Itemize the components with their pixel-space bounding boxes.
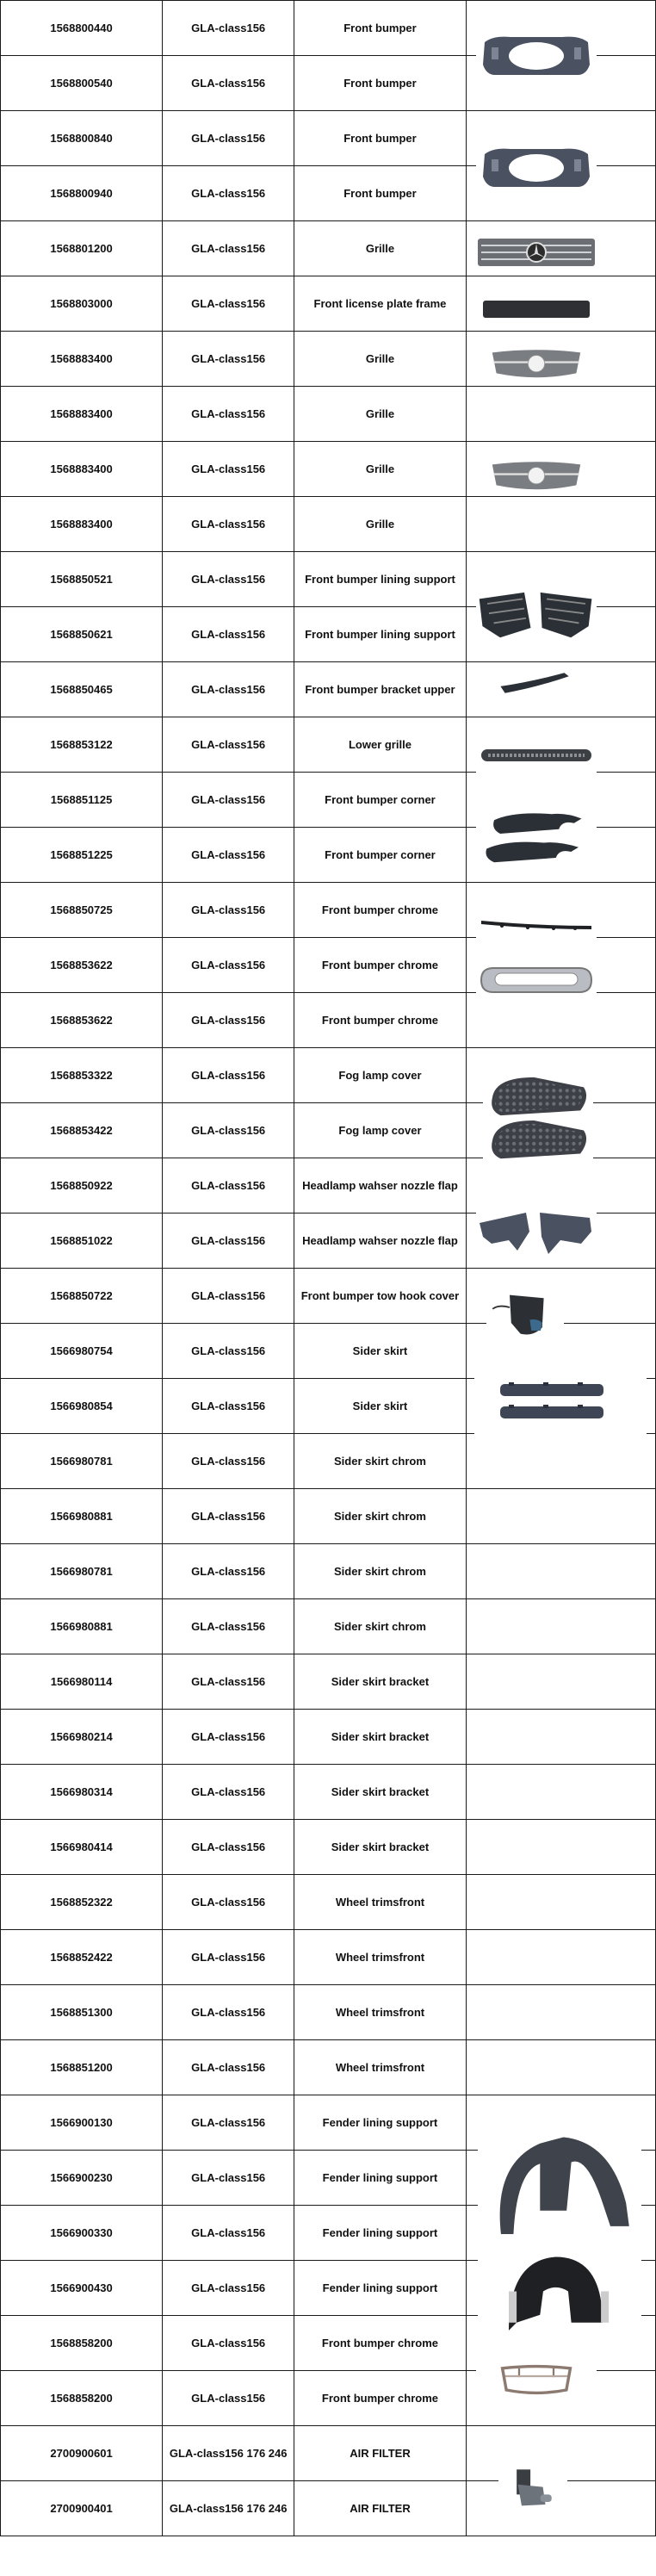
model-cell: GLA-class156 — [163, 1654, 294, 1710]
part-number-cell: 1568850621 — [1, 607, 163, 662]
model-cell: GLA-class156 — [163, 2371, 294, 2426]
image-cell — [466, 2426, 655, 2481]
description-cell: Front bumper bracket upper — [294, 662, 467, 717]
description-cell: Sider skirt chrom — [294, 1434, 467, 1489]
table-row — [1, 662, 656, 717]
part-number-cell: 1566900230 — [1, 2151, 163, 2206]
image-cell — [466, 221, 655, 276]
image-cell — [466, 993, 655, 1048]
part-number-cell: 1566980881 — [1, 1599, 163, 1654]
model-cell: GLA-class156 — [163, 2151, 294, 2206]
description-cell: Front bumper lining support — [294, 552, 467, 607]
image-cell — [466, 717, 655, 773]
description-cell: Wheel trimsfront — [294, 1930, 467, 1985]
description-cell: AIR FILTER — [294, 2481, 467, 2536]
table-row — [1, 442, 656, 497]
part-number-cell: 1568850521 — [1, 552, 163, 607]
model-cell: GLA-class156 — [163, 497, 294, 552]
description-cell: Sider skirt chrom — [294, 1544, 467, 1599]
part-number-cell: 1566900330 — [1, 2206, 163, 2261]
description-cell: Grille — [294, 332, 467, 387]
image-cell — [466, 2040, 655, 2095]
model-cell: GLA-class156 — [163, 993, 294, 1048]
model-cell: GLA-class156 — [163, 1544, 294, 1599]
model-cell: GLA-class156 — [163, 1930, 294, 1985]
description-cell: Sider skirt chrom — [294, 1489, 467, 1544]
table-row — [1, 497, 656, 552]
model-cell: GLA-class156 — [163, 2261, 294, 2316]
table-row — [1, 1379, 656, 1434]
description-cell: Fender lining support — [294, 2206, 467, 2261]
description-cell: Sider skirt bracket — [294, 1654, 467, 1710]
model-cell: GLA-class156 — [163, 1, 294, 56]
image-cell — [466, 1434, 655, 1489]
image-cell — [466, 332, 655, 387]
image-cell — [466, 1544, 655, 1599]
parts-table-body — [1, 1, 656, 2536]
image-cell — [466, 883, 655, 938]
model-cell: GLA-class156 — [163, 717, 294, 773]
table-row — [1, 607, 656, 662]
description-cell: Fender lining support — [294, 2095, 467, 2151]
description-cell: Headlamp wahser nozzle flap — [294, 1214, 467, 1269]
part-number-cell: 1568853422 — [1, 1103, 163, 1158]
description-cell: Front bumper chrome — [294, 883, 467, 938]
model-cell: GLA-class156 — [163, 552, 294, 607]
description-cell: Grille — [294, 497, 467, 552]
description-cell: Grille — [294, 387, 467, 442]
part-number-cell: 1568803000 — [1, 276, 163, 332]
image-cell — [466, 1, 655, 56]
table-row — [1, 1820, 656, 1875]
model-cell: GLA-class156 — [163, 662, 294, 717]
description-cell: Front bumper chrome — [294, 938, 467, 993]
model-cell: GLA-class156 — [163, 1489, 294, 1544]
model-cell: GLA-class156 — [163, 2206, 294, 2261]
part-number-cell: 1568800840 — [1, 111, 163, 166]
part-number-cell: 1568883400 — [1, 387, 163, 442]
table-row — [1, 1985, 656, 2040]
table-row — [1, 773, 656, 828]
table-row — [1, 2151, 656, 2206]
table-row — [1, 221, 656, 276]
image-cell — [466, 828, 655, 883]
table-row — [1, 1765, 656, 1820]
description-cell: Front bumper corner — [294, 828, 467, 883]
table-row — [1, 2040, 656, 2095]
table-row — [1, 1324, 656, 1379]
part-number-cell: 1568853322 — [1, 1048, 163, 1103]
description-cell: Front license plate frame — [294, 276, 467, 332]
table-row — [1, 111, 656, 166]
part-number-cell: 1568883400 — [1, 442, 163, 497]
part-number-cell: 1566980214 — [1, 1710, 163, 1765]
table-row — [1, 1710, 656, 1765]
image-cell — [466, 1489, 655, 1544]
model-cell: GLA-class156 — [163, 1379, 294, 1434]
description-cell: Sider skirt — [294, 1379, 467, 1434]
table-row — [1, 993, 656, 1048]
table-row — [1, 1489, 656, 1544]
table-row — [1, 1875, 656, 1930]
table-row — [1, 276, 656, 332]
description-cell: Grille — [294, 221, 467, 276]
model-cell: GLA-class156 — [163, 773, 294, 828]
image-cell — [466, 662, 655, 717]
model-cell: GLA-class156 — [163, 2095, 294, 2151]
description-cell: Sider skirt bracket — [294, 1765, 467, 1820]
image-cell — [466, 1048, 655, 1103]
image-cell — [466, 2316, 655, 2371]
model-cell: GLA-class156 176 246 — [163, 2481, 294, 2536]
part-number-cell: 1566980781 — [1, 1544, 163, 1599]
model-cell: GLA-class156 — [163, 607, 294, 662]
description-cell: Front bumper chrome — [294, 2371, 467, 2426]
image-cell — [466, 166, 655, 221]
part-number-cell: 1568801200 — [1, 221, 163, 276]
image-cell — [466, 111, 655, 166]
image-cell — [466, 1158, 655, 1214]
model-cell: GLA-class156 — [163, 938, 294, 993]
table-row — [1, 1214, 656, 1269]
part-number-cell: 1566980854 — [1, 1379, 163, 1434]
description-cell: Front bumper — [294, 1, 467, 56]
image-cell — [466, 1765, 655, 1820]
model-cell: GLA-class156 — [163, 2040, 294, 2095]
description-cell: AIR FILTER — [294, 2426, 467, 2481]
image-cell — [466, 938, 655, 993]
description-cell: Fender lining support — [294, 2151, 467, 2206]
part-number-cell: 1566900130 — [1, 2095, 163, 2151]
part-number-cell: 1566980114 — [1, 1654, 163, 1710]
part-number-cell: 1568800540 — [1, 56, 163, 111]
image-cell — [466, 773, 655, 828]
table-row — [1, 2481, 656, 2536]
image-cell — [466, 1820, 655, 1875]
description-cell: Fog lamp cover — [294, 1103, 467, 1158]
table-row — [1, 166, 656, 221]
part-number-cell: 1568850922 — [1, 1158, 163, 1214]
table-row — [1, 387, 656, 442]
description-cell: Front bumper — [294, 166, 467, 221]
part-number-cell: 1568858200 — [1, 2316, 163, 2371]
model-cell: GLA-class156 — [163, 1214, 294, 1269]
table-row — [1, 2371, 656, 2426]
image-cell — [466, 1710, 655, 1765]
table-row — [1, 2095, 656, 2151]
table-row — [1, 1158, 656, 1214]
image-cell — [466, 2481, 655, 2536]
part-number-cell: 1566900430 — [1, 2261, 163, 2316]
model-cell: GLA-class156 — [163, 276, 294, 332]
image-cell — [466, 1103, 655, 1158]
part-number-cell: 1566980414 — [1, 1820, 163, 1875]
model-cell: GLA-class156 — [163, 2316, 294, 2371]
description-cell: Sider skirt chrom — [294, 1599, 467, 1654]
description-cell: Front bumper chrome — [294, 2316, 467, 2371]
part-number-cell: 1568851300 — [1, 1985, 163, 2040]
model-cell: GLA-class156 — [163, 442, 294, 497]
description-cell: Wheel trimsfront — [294, 1875, 467, 1930]
description-cell: Wheel trimsfront — [294, 1985, 467, 2040]
image-cell — [466, 1269, 655, 1324]
model-cell: GLA-class156 — [163, 1048, 294, 1103]
image-cell — [466, 2206, 655, 2261]
image-cell — [466, 2261, 655, 2316]
part-number-cell: 1568858200 — [1, 2371, 163, 2426]
part-number-cell: 1566980314 — [1, 1765, 163, 1820]
description-cell: Front bumper tow hook cover — [294, 1269, 467, 1324]
table-row — [1, 883, 656, 938]
image-cell — [466, 607, 655, 662]
part-number-cell: 1568851125 — [1, 773, 163, 828]
image-cell — [466, 387, 655, 442]
part-number-cell: 1568851200 — [1, 2040, 163, 2095]
part-number-cell: 1568853622 — [1, 993, 163, 1048]
description-cell: Headlamp wahser nozzle flap — [294, 1158, 467, 1214]
model-cell: GLA-class156 — [163, 1710, 294, 1765]
description-cell: Front bumper corner — [294, 773, 467, 828]
model-cell: GLA-class156 — [163, 828, 294, 883]
image-cell — [466, 1985, 655, 2040]
model-cell: GLA-class156 — [163, 1599, 294, 1654]
model-cell: GLA-class156 — [163, 1875, 294, 1930]
description-cell: Sider skirt bracket — [294, 1710, 467, 1765]
description-cell: Wheel trimsfront — [294, 2040, 467, 2095]
model-cell: GLA-class156 — [163, 1103, 294, 1158]
image-cell — [466, 2151, 655, 2206]
model-cell: GLA-class156 — [163, 1269, 294, 1324]
description-cell: Grille — [294, 442, 467, 497]
description-cell: Front bumper chrome — [294, 993, 467, 1048]
model-cell: GLA-class156 — [163, 1158, 294, 1214]
part-number-cell: 1568883400 — [1, 332, 163, 387]
part-number-cell: 1566980754 — [1, 1324, 163, 1379]
model-cell: GLA-class156 — [163, 387, 294, 442]
description-cell: Front bumper lining support — [294, 607, 467, 662]
table-row — [1, 1599, 656, 1654]
model-cell: GLA-class156 — [163, 1985, 294, 2040]
part-number-cell: 1568852322 — [1, 1875, 163, 1930]
table-row — [1, 1, 656, 56]
part-number-cell: 1568800440 — [1, 1, 163, 56]
part-number-cell: 1568851022 — [1, 1214, 163, 1269]
table-row — [1, 1654, 656, 1710]
image-cell — [466, 56, 655, 111]
table-row — [1, 717, 656, 773]
description-cell: Sider skirt — [294, 1324, 467, 1379]
image-cell — [466, 1324, 655, 1379]
image-cell — [466, 497, 655, 552]
image-cell — [466, 1379, 655, 1434]
description-cell: Lower grille — [294, 717, 467, 773]
image-cell — [466, 552, 655, 607]
part-number-cell: 1568853622 — [1, 938, 163, 993]
part-number-cell: 1568883400 — [1, 497, 163, 552]
part-number-cell: 1568853122 — [1, 717, 163, 773]
part-number-cell: 1566980881 — [1, 1489, 163, 1544]
part-number-cell: 1568800940 — [1, 166, 163, 221]
model-cell: GLA-class156 — [163, 56, 294, 111]
table-row — [1, 828, 656, 883]
description-cell: Sider skirt bracket — [294, 1820, 467, 1875]
description-cell: Front bumper — [294, 56, 467, 111]
image-cell — [466, 442, 655, 497]
table-row — [1, 1048, 656, 1103]
model-cell: GLA-class156 — [163, 1820, 294, 1875]
part-number-cell: 2700900401 — [1, 2481, 163, 2536]
table-row — [1, 2206, 656, 2261]
part-number-cell: 1568850465 — [1, 662, 163, 717]
table-row — [1, 938, 656, 993]
part-number-cell: 1568850725 — [1, 883, 163, 938]
part-number-cell: 2700900601 — [1, 2426, 163, 2481]
image-cell — [466, 1875, 655, 1930]
part-number-cell: 1566980781 — [1, 1434, 163, 1489]
image-cell — [466, 2095, 655, 2151]
table-row — [1, 1269, 656, 1324]
table-row — [1, 1103, 656, 1158]
model-cell: GLA-class156 — [163, 883, 294, 938]
part-number-cell: 1568852422 — [1, 1930, 163, 1985]
model-cell: GLA-class156 — [163, 332, 294, 387]
image-cell — [466, 1654, 655, 1710]
model-cell: GLA-class156 — [163, 166, 294, 221]
model-cell: GLA-class156 — [163, 111, 294, 166]
table-row — [1, 1544, 656, 1599]
table-row — [1, 2316, 656, 2371]
image-cell — [466, 1930, 655, 1985]
model-cell: GLA-class156 176 246 — [163, 2426, 294, 2481]
table-row — [1, 1930, 656, 1985]
image-cell — [466, 1599, 655, 1654]
model-cell: GLA-class156 — [163, 221, 294, 276]
image-cell — [466, 276, 655, 332]
table-row — [1, 2261, 656, 2316]
table-row — [1, 552, 656, 607]
description-cell: Fender lining support — [294, 2261, 467, 2316]
table-row — [1, 332, 656, 387]
model-cell: GLA-class156 — [163, 1324, 294, 1379]
description-cell: Fog lamp cover — [294, 1048, 467, 1103]
image-cell — [466, 2371, 655, 2426]
table-row — [1, 1434, 656, 1489]
description-cell: Front bumper — [294, 111, 467, 166]
image-cell — [466, 1214, 655, 1269]
model-cell: GLA-class156 — [163, 1765, 294, 1820]
part-number-cell: 1568850722 — [1, 1269, 163, 1324]
table-row — [1, 2426, 656, 2481]
part-number-cell: 1568851225 — [1, 828, 163, 883]
table-row — [1, 56, 656, 111]
model-cell: GLA-class156 — [163, 1434, 294, 1489]
